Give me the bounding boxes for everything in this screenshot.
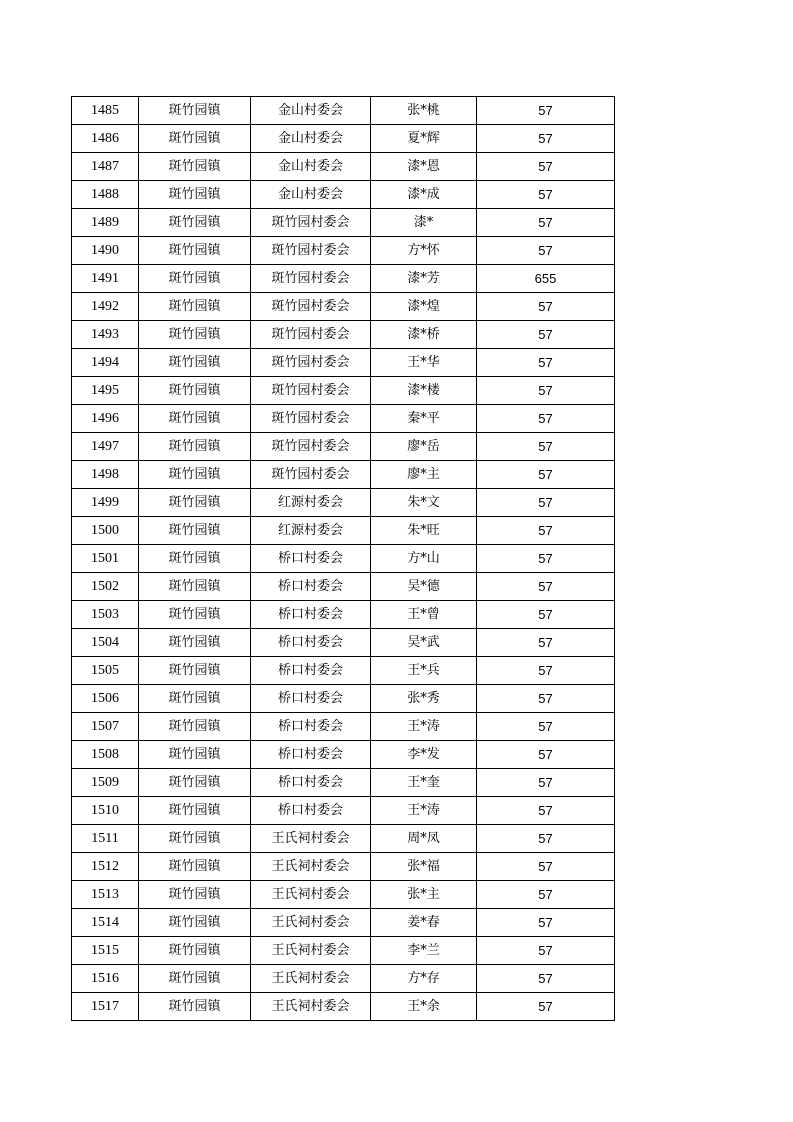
town-cell: 斑竹园镇 [139, 461, 251, 489]
row-number-cell: 1490 [72, 237, 139, 265]
row-number-cell: 1489 [72, 209, 139, 237]
table-row [72, 489, 615, 517]
amount-cell: 57 [477, 909, 615, 937]
town-cell: 斑竹园镇 [139, 517, 251, 545]
village-cell: 斑竹园村委会 [251, 237, 371, 265]
town-cell: 斑竹园镇 [139, 881, 251, 909]
person-name-cell: 王*兵 [371, 657, 477, 685]
table-row [72, 713, 615, 741]
person-name-cell: 周*凤 [371, 825, 477, 853]
table-row [72, 517, 615, 545]
amount-cell: 57 [477, 937, 615, 965]
row-number-cell: 1487 [72, 153, 139, 181]
row-number-cell: 1504 [72, 629, 139, 657]
village-cell: 王氏祠村委会 [251, 825, 371, 853]
town-cell: 斑竹园镇 [139, 349, 251, 377]
village-cell: 桥口村委会 [251, 741, 371, 769]
town-cell: 斑竹园镇 [139, 657, 251, 685]
town-cell: 斑竹园镇 [139, 433, 251, 461]
table-row [72, 629, 615, 657]
table-row [72, 685, 615, 713]
row-number-cell: 1508 [72, 741, 139, 769]
town-cell: 斑竹园镇 [139, 405, 251, 433]
person-name-cell: 李*发 [371, 741, 477, 769]
amount-cell: 57 [477, 741, 615, 769]
person-name-cell: 方*山 [371, 545, 477, 573]
table-row [72, 937, 615, 965]
row-number-cell: 1492 [72, 293, 139, 321]
village-cell: 金山村委会 [251, 181, 371, 209]
table-row [72, 377, 615, 405]
table-row [72, 993, 615, 1021]
amount-cell: 57 [477, 769, 615, 797]
row-number-cell: 1502 [72, 573, 139, 601]
town-cell: 斑竹园镇 [139, 181, 251, 209]
village-cell: 斑竹园村委会 [251, 209, 371, 237]
amount-cell: 57 [477, 377, 615, 405]
row-number-cell: 1512 [72, 853, 139, 881]
records-table [71, 96, 615, 1021]
table-row [72, 769, 615, 797]
row-number-cell: 1486 [72, 125, 139, 153]
village-cell: 王氏祠村委会 [251, 853, 371, 881]
row-number-cell: 1485 [72, 97, 139, 125]
village-cell: 桥口村委会 [251, 573, 371, 601]
row-number-cell: 1505 [72, 657, 139, 685]
amount-cell: 57 [477, 797, 615, 825]
row-number-cell: 1499 [72, 489, 139, 517]
village-cell: 王氏祠村委会 [251, 881, 371, 909]
table-row [72, 153, 615, 181]
town-cell: 斑竹园镇 [139, 545, 251, 573]
town-cell: 斑竹园镇 [139, 601, 251, 629]
person-name-cell: 秦*平 [371, 405, 477, 433]
village-cell: 斑竹园村委会 [251, 405, 371, 433]
town-cell: 斑竹园镇 [139, 97, 251, 125]
row-number-cell: 1510 [72, 797, 139, 825]
amount-cell: 57 [477, 545, 615, 573]
person-name-cell: 廖*岳 [371, 433, 477, 461]
person-name-cell: 方*存 [371, 965, 477, 993]
table-row [72, 601, 615, 629]
town-cell: 斑竹园镇 [139, 685, 251, 713]
person-name-cell: 漆*芳 [371, 265, 477, 293]
amount-cell: 57 [477, 293, 615, 321]
table-row [72, 125, 615, 153]
village-cell: 红源村委会 [251, 489, 371, 517]
person-name-cell: 漆*煌 [371, 293, 477, 321]
person-name-cell: 漆* [371, 209, 477, 237]
town-cell: 斑竹园镇 [139, 741, 251, 769]
village-cell: 金山村委会 [251, 97, 371, 125]
town-cell: 斑竹园镇 [139, 489, 251, 517]
amount-cell: 57 [477, 573, 615, 601]
amount-cell: 57 [477, 209, 615, 237]
table-row [72, 741, 615, 769]
row-number-cell: 1495 [72, 377, 139, 405]
person-name-cell: 张*福 [371, 853, 477, 881]
village-cell: 桥口村委会 [251, 657, 371, 685]
row-number-cell: 1517 [72, 993, 139, 1021]
amount-cell: 57 [477, 321, 615, 349]
village-cell: 斑竹园村委会 [251, 265, 371, 293]
town-cell: 斑竹园镇 [139, 209, 251, 237]
table-row [72, 265, 615, 293]
village-cell: 桥口村委会 [251, 713, 371, 741]
village-cell: 斑竹园村委会 [251, 321, 371, 349]
amount-cell: 57 [477, 825, 615, 853]
person-name-cell: 漆*恩 [371, 153, 477, 181]
village-cell: 红源村委会 [251, 517, 371, 545]
town-cell: 斑竹园镇 [139, 713, 251, 741]
table-row [72, 461, 615, 489]
person-name-cell: 张*秀 [371, 685, 477, 713]
amount-cell: 57 [477, 993, 615, 1021]
amount-cell: 57 [477, 461, 615, 489]
amount-cell: 57 [477, 349, 615, 377]
amount-cell: 57 [477, 405, 615, 433]
village-cell: 王氏祠村委会 [251, 965, 371, 993]
village-cell: 桥口村委会 [251, 797, 371, 825]
village-cell: 桥口村委会 [251, 545, 371, 573]
town-cell: 斑竹园镇 [139, 853, 251, 881]
row-number-cell: 1513 [72, 881, 139, 909]
person-name-cell: 王*曾 [371, 601, 477, 629]
village-cell: 桥口村委会 [251, 601, 371, 629]
amount-cell: 57 [477, 629, 615, 657]
person-name-cell: 姜*春 [371, 909, 477, 937]
town-cell: 斑竹园镇 [139, 629, 251, 657]
person-name-cell: 廖*主 [371, 461, 477, 489]
amount-cell: 57 [477, 881, 615, 909]
amount-cell: 57 [477, 517, 615, 545]
person-name-cell: 李*兰 [371, 937, 477, 965]
amount-cell: 57 [477, 601, 615, 629]
village-cell: 桥口村委会 [251, 629, 371, 657]
row-number-cell: 1500 [72, 517, 139, 545]
table-row [72, 825, 615, 853]
town-cell: 斑竹园镇 [139, 965, 251, 993]
amount-cell: 57 [477, 181, 615, 209]
town-cell: 斑竹园镇 [139, 993, 251, 1021]
town-cell: 斑竹园镇 [139, 909, 251, 937]
person-name-cell: 张*桃 [371, 97, 477, 125]
town-cell: 斑竹园镇 [139, 573, 251, 601]
table-row [72, 433, 615, 461]
table-row [72, 405, 615, 433]
town-cell: 斑竹园镇 [139, 265, 251, 293]
village-cell: 桥口村委会 [251, 685, 371, 713]
row-number-cell: 1509 [72, 769, 139, 797]
person-name-cell: 漆*桥 [371, 321, 477, 349]
person-name-cell: 吴*德 [371, 573, 477, 601]
row-number-cell: 1491 [72, 265, 139, 293]
row-number-cell: 1516 [72, 965, 139, 993]
town-cell: 斑竹园镇 [139, 825, 251, 853]
row-number-cell: 1514 [72, 909, 139, 937]
row-number-cell: 1511 [72, 825, 139, 853]
village-cell: 王氏祠村委会 [251, 993, 371, 1021]
amount-cell: 57 [477, 125, 615, 153]
table-row [72, 657, 615, 685]
village-cell: 斑竹园村委会 [251, 433, 371, 461]
table-row [72, 181, 615, 209]
table-row [72, 881, 615, 909]
table-row [72, 237, 615, 265]
table-row [72, 909, 615, 937]
town-cell: 斑竹园镇 [139, 153, 251, 181]
amount-cell: 655 [477, 265, 615, 293]
row-number-cell: 1501 [72, 545, 139, 573]
amount-cell: 57 [477, 657, 615, 685]
amount-cell: 57 [477, 489, 615, 517]
village-cell: 斑竹园村委会 [251, 349, 371, 377]
person-name-cell: 王*奎 [371, 769, 477, 797]
table-row [72, 965, 615, 993]
table-row [72, 293, 615, 321]
village-cell: 金山村委会 [251, 153, 371, 181]
table-row [72, 349, 615, 377]
town-cell: 斑竹园镇 [139, 125, 251, 153]
village-cell: 桥口村委会 [251, 769, 371, 797]
person-name-cell: 王*涛 [371, 797, 477, 825]
person-name-cell: 王*涛 [371, 713, 477, 741]
town-cell: 斑竹园镇 [139, 321, 251, 349]
town-cell: 斑竹园镇 [139, 797, 251, 825]
amount-cell: 57 [477, 965, 615, 993]
records-table-body [72, 97, 615, 1021]
person-name-cell: 夏*辉 [371, 125, 477, 153]
row-number-cell: 1494 [72, 349, 139, 377]
table-row [72, 853, 615, 881]
village-cell: 金山村委会 [251, 125, 371, 153]
town-cell: 斑竹园镇 [139, 237, 251, 265]
person-name-cell: 朱*文 [371, 489, 477, 517]
town-cell: 斑竹园镇 [139, 769, 251, 797]
row-number-cell: 1493 [72, 321, 139, 349]
village-cell: 斑竹园村委会 [251, 377, 371, 405]
table-row [72, 97, 615, 125]
table-row [72, 797, 615, 825]
village-cell: 斑竹园村委会 [251, 461, 371, 489]
table-row [72, 545, 615, 573]
person-name-cell: 吴*武 [371, 629, 477, 657]
person-name-cell: 王*华 [371, 349, 477, 377]
row-number-cell: 1507 [72, 713, 139, 741]
row-number-cell: 1503 [72, 601, 139, 629]
person-name-cell: 朱*旺 [371, 517, 477, 545]
village-cell: 王氏祠村委会 [251, 937, 371, 965]
row-number-cell: 1496 [72, 405, 139, 433]
table-row [72, 321, 615, 349]
amount-cell: 57 [477, 685, 615, 713]
amount-cell: 57 [477, 153, 615, 181]
row-number-cell: 1515 [72, 937, 139, 965]
person-name-cell: 方*怀 [371, 237, 477, 265]
table-row [72, 573, 615, 601]
row-number-cell: 1506 [72, 685, 139, 713]
village-cell: 王氏祠村委会 [251, 909, 371, 937]
row-number-cell: 1488 [72, 181, 139, 209]
town-cell: 斑竹园镇 [139, 377, 251, 405]
village-cell: 斑竹园村委会 [251, 293, 371, 321]
person-name-cell: 王*余 [371, 993, 477, 1021]
person-name-cell: 张*主 [371, 881, 477, 909]
table-row [72, 209, 615, 237]
amount-cell: 57 [477, 97, 615, 125]
amount-cell: 57 [477, 853, 615, 881]
town-cell: 斑竹园镇 [139, 937, 251, 965]
person-name-cell: 漆*楼 [371, 377, 477, 405]
amount-cell: 57 [477, 237, 615, 265]
amount-cell: 57 [477, 713, 615, 741]
row-number-cell: 1498 [72, 461, 139, 489]
row-number-cell: 1497 [72, 433, 139, 461]
person-name-cell: 漆*成 [371, 181, 477, 209]
amount-cell: 57 [477, 433, 615, 461]
town-cell: 斑竹园镇 [139, 293, 251, 321]
